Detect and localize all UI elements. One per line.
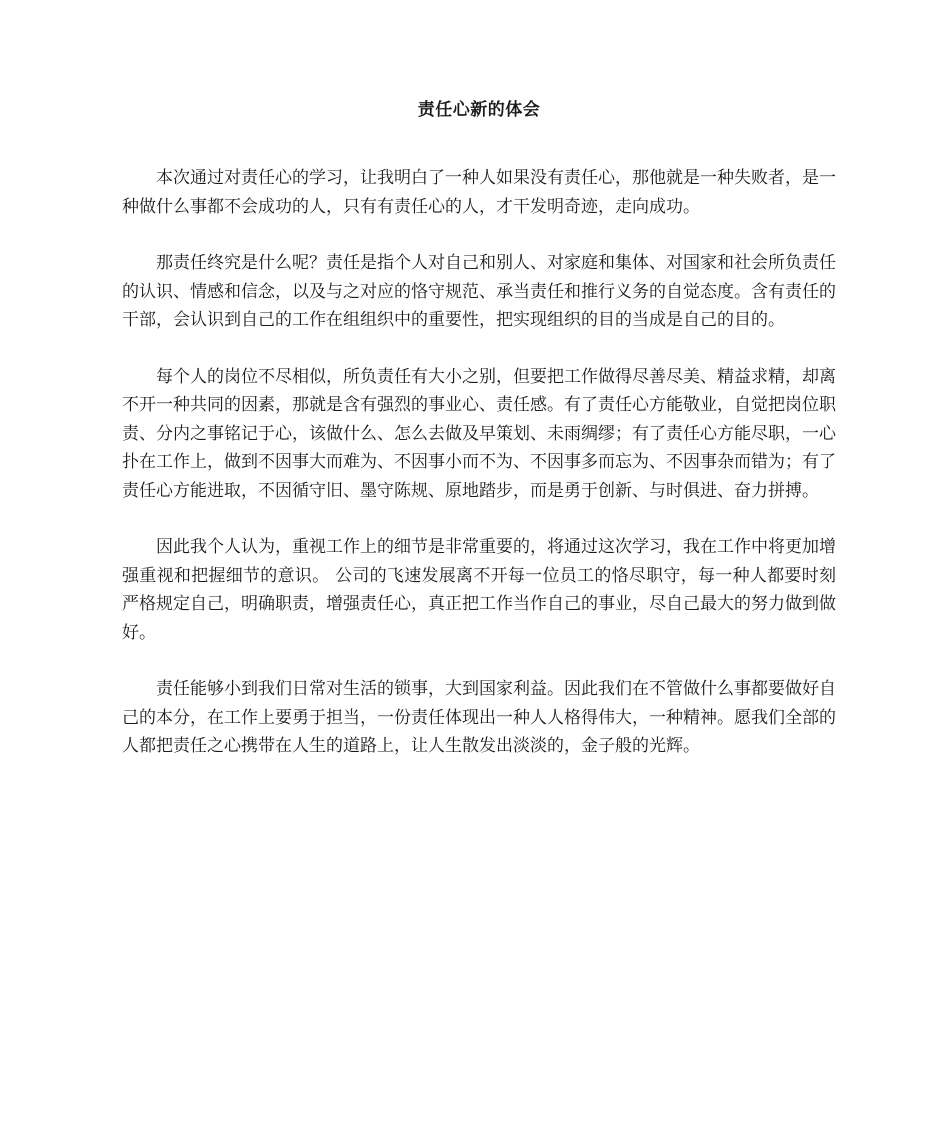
paragraph-2: 那责任终究是什么呢？责任是指个人对自己和别人、对家庭和集体、对国家和社会所负责任的认识、情感和信念，以及与之对应的恪守规范、承当责任和推行义务的自觉态度。含有责任的干部，会认识到自己的工作在组组织中的重要性，把实现组织的目的当成是自己的目的。 xyxy=(122,253,836,330)
paragraph-3: 每个人的岗位不尽相似，所负责任有大小之别，但要把工作做得尽善尽美、精益求精，却离不开一种共同的因素，那就是含有强烈的事业心、责任感。有了责任心方能敬业，自觉把岗位职责、分内之事铭记于心，该做什么、怎么去做及早策划、未雨绸缪；有了责任心方能尽职，一心扑在工作上，做到不因事大而难为、不因事小而不为、不因事多而忘为、不因事杂而错为；有了责任心方能进取，不因循守旧、墨守陈规、原地踏步，而是勇于创新、与时俱进、奋力拼搏。 xyxy=(122,366,836,501)
paragraph-4: 因此我个人认为，重视工作上的细节是非常重要的，将通过这次学习，我在工作中将更加增强重视和把握细节的意识。 公司的飞速发展离不开每一位员工的恪尽职守，每一种人都要时刻严格规定自己，明确职责，增强责任心，真正把工作当作自己的事业，尽自己最大的努力做到做好。 xyxy=(122,537,836,643)
document-title: 责任心新的体会 xyxy=(417,100,541,120)
paragraph-5: 责任能够小到我们日常对生活的锁事，大到国家利益。因此我们在不管做什么事都要做好自己的本分，在工作上要勇于担当，一份责任体现出一种人人格得伟大，一种精神。愿我们全部的人都把责任之心携带在人生的道路上，让人生散发出淡淡的，金子般的光辉。 xyxy=(122,679,836,756)
paragraph-1: 本次通过对责任心的学习，让我明白了一种人如果没有责任心，那他就是一种失败者，是一种做什么事都不会成功的人，只有有责任心的人，才干发明奇迹，走向成功。 xyxy=(122,168,836,217)
document-page xyxy=(122,96,836,789)
